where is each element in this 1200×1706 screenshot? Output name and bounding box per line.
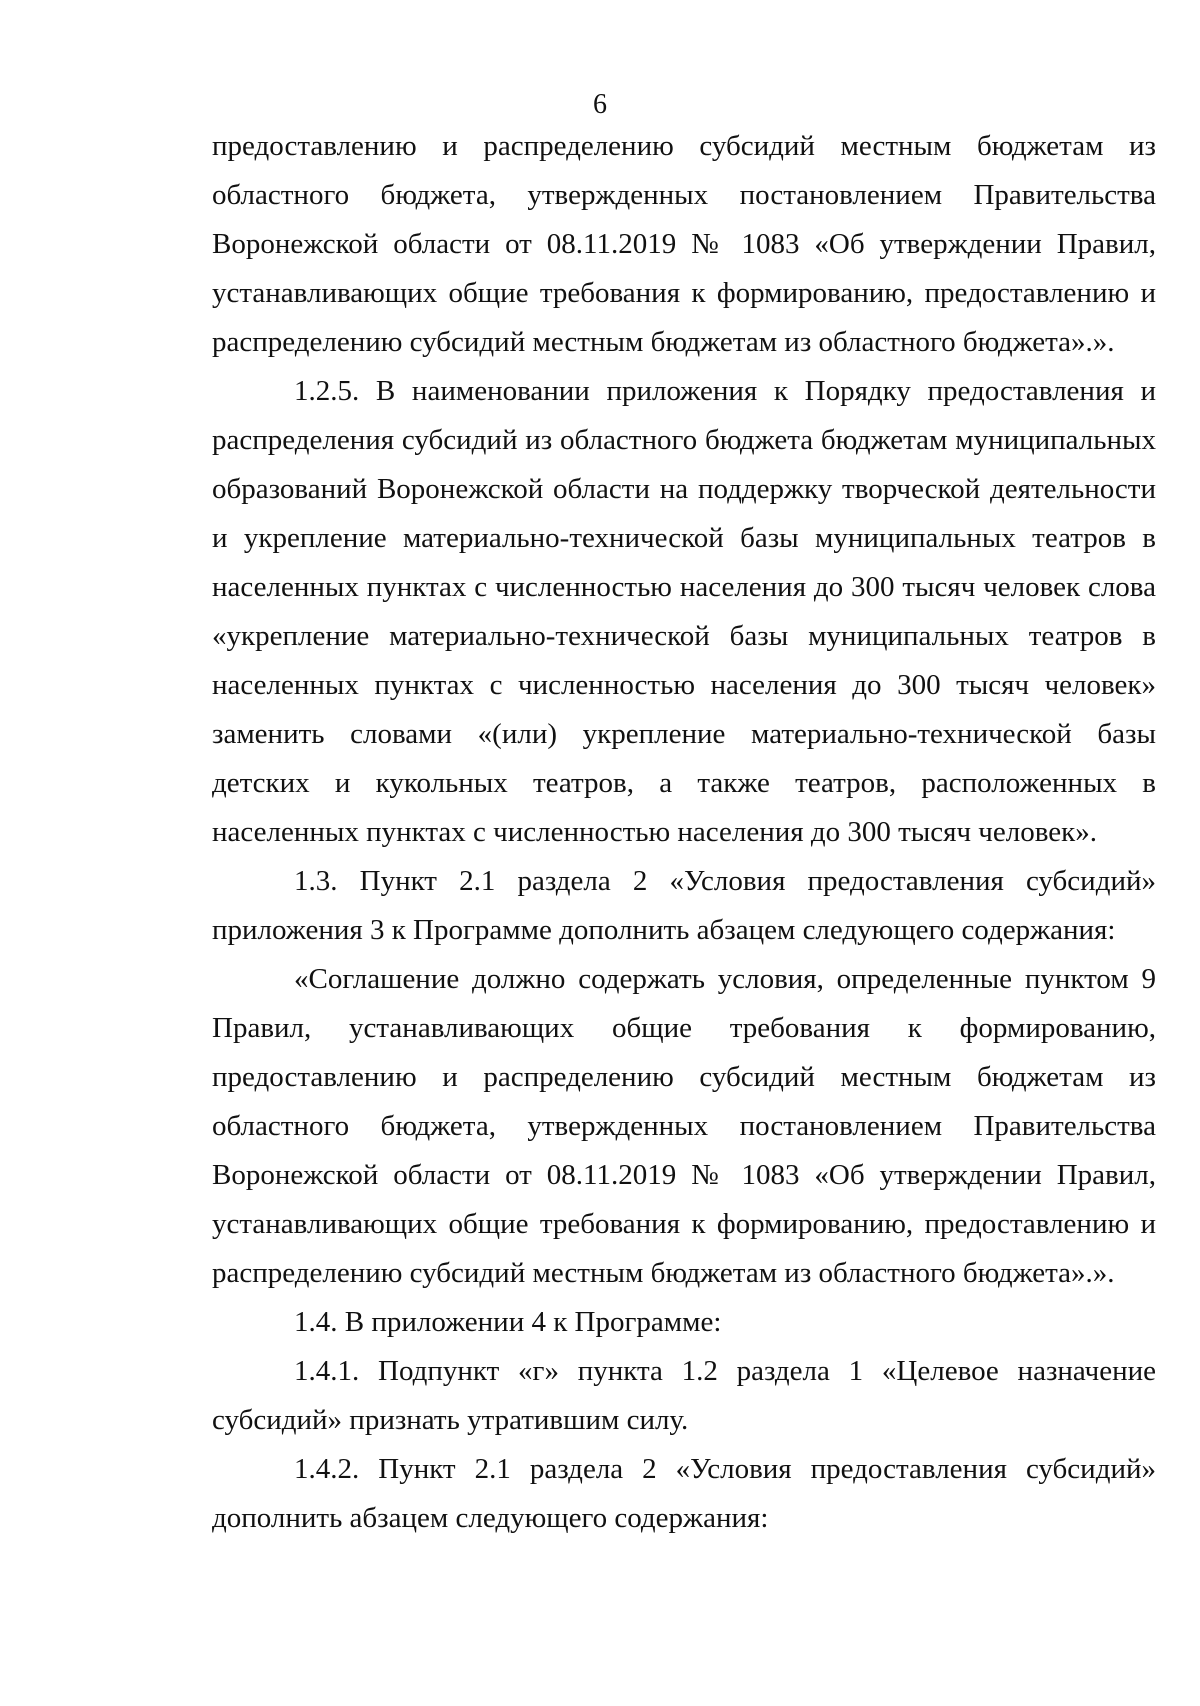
paragraph-1-3: 1.3. Пункт 2.1 раздела 2 «Условия предоставления субсидий» приложения 3 к Программе дополнить абзацем следующего содержания: <box>212 865 1156 946</box>
paragraph-1-4: 1.4. В приложении 4 к Программе: <box>294 1306 722 1338</box>
paragraph-1-4-1: 1.4.1. Подпункт «г» пункта 1.2 раздела 1 «Целевое назначение субсидий» признать утратившим силу. <box>212 1355 1156 1436</box>
page-number: 6 <box>593 89 607 120</box>
paragraph-quoted-agreement: «Соглашение должно содержать условия, определенные пунктом 9 Правил, устанавливающих общие требования к формированию, предоставлению и распределению субсидий местным бюджетам из областного бюджета, утвержденных постановлением Правительства Воронежской области от 08.11.2019 № 1083 «Об утверждении Правил, устанавливающих общие требования к формированию, предоставлению и распределению субсидий местным бюджетам из областного бюджета».». <box>212 963 1156 1289</box>
paragraph-continuation: предоставлению и распределению субсидий местным бюджетам из областного бюджета, утвержденных постановлением Правительства Воронежской области от 08.11.2019 № 1083 «Об утверждении Правил, устанавливающих общие требования к формированию, предоставлению и распределению субсидий местным бюджетам из областного бюджета».». <box>212 130 1156 358</box>
paragraph-1-2-5: 1.2.5. В наименовании приложения к Порядку предоставления и распределения субсидий из областного бюджета бюджетам муниципальных образований Воронежской области на поддержку творческой деятельности и укрепление материально-технической базы муниципальных театров в населенных пунктах с численностью населения до 300 тысяч человек слова «укрепление материально-технической базы муниципальных театров в населенных пунктах с численностью населения до 300 тысяч человек» заменить словами «(или) укрепление материально-технической базы детских и кукольных театров, а также театров, расположенных в населенных пунктах с численностью населения до 300 тысяч человек». <box>212 375 1156 848</box>
document-body <box>212 122 1156 1543</box>
paragraph-1-4-2: 1.4.2. Пункт 2.1 раздела 2 «Условия предоставления субсидий» дополнить абзацем следующего содержания: <box>212 1453 1156 1534</box>
